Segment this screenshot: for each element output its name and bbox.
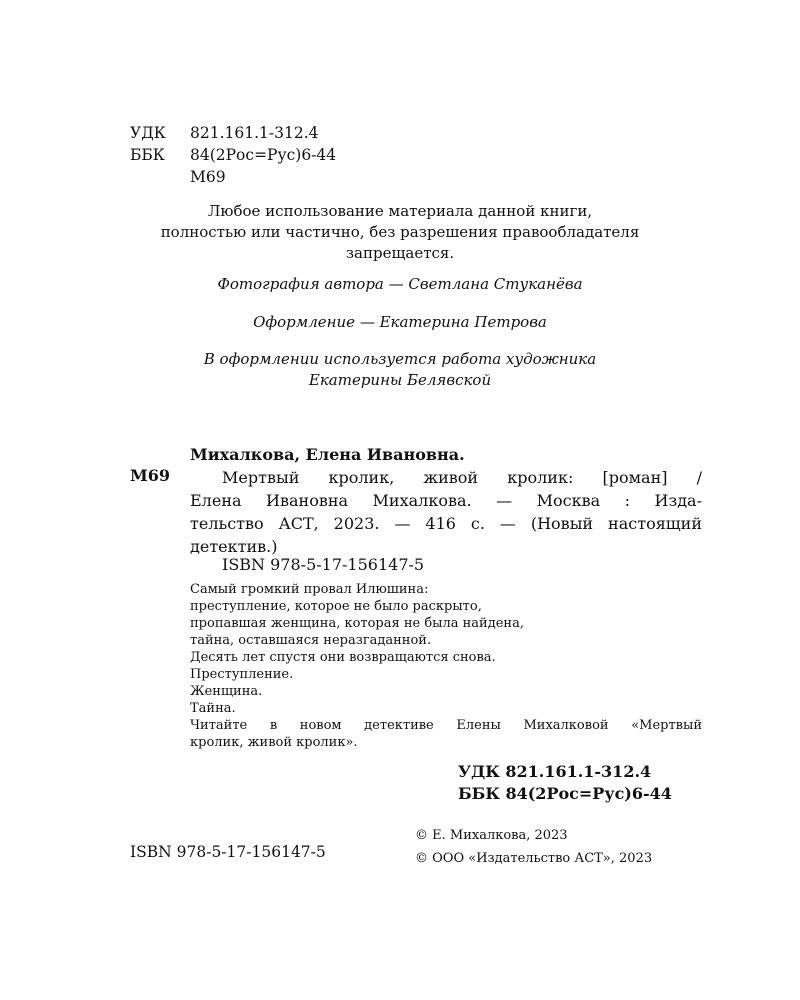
- annotation-line: Преступление.: [190, 667, 294, 682]
- udk-row: [130, 122, 336, 144]
- photo-credit: Фотография автора — Светлана Стуканёва: [217, 275, 583, 293]
- description-line: Елена Ивановна Михалкова. — Москва : Изда-: [190, 491, 702, 510]
- udk-value: 821.161.1-312.4: [190, 124, 319, 142]
- annotation-line: Самый громкий провал Илюшина:: [190, 582, 429, 597]
- classification-codes: [130, 122, 336, 188]
- rights-notice-line: полностью или частично, без разрешения правообладателя: [160, 223, 640, 241]
- copyright-author: © Е. Михалкова, 2023: [415, 828, 568, 843]
- description-line: Мертвый кролик, живой кролик: [роман] /: [222, 468, 702, 487]
- artwork-credit-line: Екатерины Белявской: [308, 371, 492, 389]
- bbk-label: ББК: [130, 146, 165, 164]
- author-heading: Михалкова, Елена Ивановна.: [190, 445, 465, 464]
- catalog-isbn: ISBN 978-5-17-156147-5: [222, 555, 425, 574]
- copyright-block: [415, 824, 652, 870]
- description-line: детектив.): [190, 537, 278, 556]
- bbk-row: [130, 144, 336, 166]
- description-line: тельство АСТ, 2023. — 416 с. — (Новый настоящий: [190, 514, 702, 533]
- bbk-value: 84(2Рос=Рус)6-44: [190, 146, 337, 164]
- annotation-line: преступление, которое не было раскрыто,: [190, 599, 482, 614]
- annotation-line: Читайте в новом детективе Елены Михалковой «Мертвый: [190, 718, 702, 733]
- annotation-line: Женщина.: [190, 684, 263, 699]
- bottom-codes: [458, 761, 672, 805]
- isbn-bottom: ISBN 978-5-17-156147-5: [130, 843, 326, 861]
- annotation-line: пропавшая женщина, которая не была найдена,: [190, 616, 524, 631]
- annotation-line: тайна, оставшаяся неразгаданной.: [190, 633, 432, 648]
- bottom-udk: УДК 821.161.1-312.4: [458, 762, 652, 781]
- annotation-line: Десять лет спустя они возвращаются снова.: [190, 650, 496, 665]
- udk-label: УДК: [130, 124, 166, 142]
- rights-notice-line: запрещается.: [345, 244, 455, 262]
- author-mark-row: [130, 166, 336, 188]
- artwork-credit: [0, 349, 800, 391]
- copyright-publisher: © ООО «Издательство АСТ», 2023: [415, 851, 653, 866]
- annotation: [190, 581, 702, 751]
- design-credit: Оформление — Екатерина Петрова: [253, 313, 547, 331]
- annotation-line: кролик, живой кролик».: [190, 735, 358, 750]
- bottom-bbk: ББК 84(2Рос=Рус)6-44: [458, 784, 672, 803]
- author-mark: М69: [190, 168, 226, 186]
- artwork-credit-line: В оформлении используется работа художника: [203, 350, 597, 368]
- rights-notice: [0, 201, 800, 264]
- annotation-line: Тайна.: [190, 701, 236, 716]
- rights-notice-line: Любое использование материала данной книги,: [207, 202, 593, 220]
- catalog-mark: М69: [130, 466, 170, 485]
